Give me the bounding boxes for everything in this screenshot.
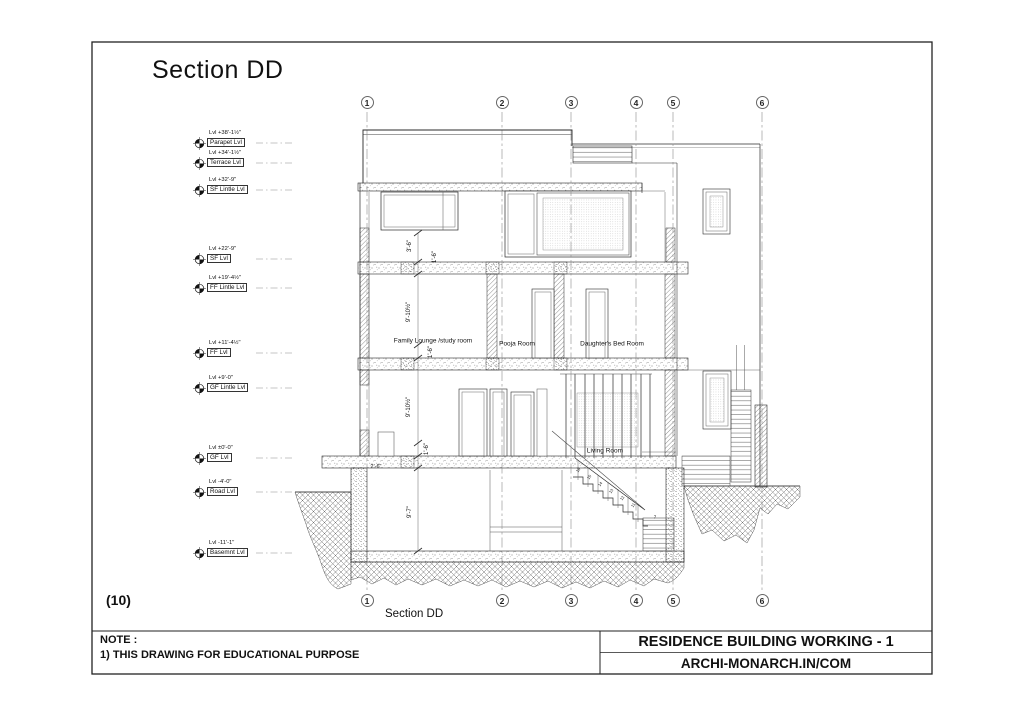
dim-slab-gf: 1'-6": [424, 443, 430, 455]
stair-step-number: 13: [607, 487, 615, 495]
grid-number: 5: [670, 595, 676, 606]
level-label: GF Lvl: [207, 453, 232, 462]
level-target-icon: [193, 184, 206, 197]
level-label: FF Lvl: [207, 348, 231, 357]
level-target-icon: [193, 282, 206, 295]
grid-number: 3: [568, 97, 574, 108]
grid-number: 4: [633, 595, 639, 606]
stair-step-number: 15: [585, 473, 593, 481]
stair-step-number: 11: [629, 501, 637, 509]
grid-bubble-bottom-6: [756, 594, 769, 607]
dim-slab-sf: 1'-6": [432, 251, 438, 263]
level-target-icon: [193, 382, 206, 395]
note-line: 1) THIS DRAWING FOR EDUCATIONAL PURPOSE: [100, 649, 360, 661]
level-label: SF Lvl: [207, 254, 231, 263]
level-target-icon: [193, 347, 206, 360]
level-value: Lvl ±0'-0": [209, 445, 233, 451]
dim-ff-clear-height: 9'-10½": [406, 301, 412, 323]
grid-number: 5: [670, 97, 676, 108]
room-label-daughters-bed-room: Daughter's Bed Room: [580, 340, 644, 348]
room-label-living-room: Living Room: [586, 447, 624, 455]
drawing-caption: Section DD: [385, 608, 444, 620]
stair-landing-number: 7: [653, 514, 657, 520]
dim-ledge-width: 2'-6": [370, 464, 382, 470]
level-value: Lvl +32'-9": [209, 177, 237, 183]
grid-bubble-top-3: [565, 96, 578, 109]
level-label: SF Lintle Lvl: [207, 185, 248, 194]
grid-number: 1: [364, 595, 370, 606]
grid-bubble-bottom-3: [565, 594, 578, 607]
grid-number: 2: [499, 595, 505, 606]
grid-bubble-top-2: [496, 96, 509, 109]
sheet-number: (10): [106, 592, 131, 608]
level-value: Lvl +9'-0": [209, 375, 233, 381]
grid-number: 3: [568, 595, 574, 606]
stair-step-number: 12: [618, 494, 626, 502]
website-link: ARCHI-MONARCH.IN/COM: [680, 656, 852, 671]
dim-gf-clear-height: 9'-10½": [406, 396, 412, 418]
grid-number: 4: [633, 97, 639, 108]
dim-parapet-height: 3'-6": [407, 240, 413, 252]
level-value: Lvl +34'-1½": [209, 150, 242, 156]
level-value: Lvl +19'-4½": [209, 275, 242, 281]
level-value: Lvl +11'-4½": [209, 340, 241, 346]
level-value: Lvl -11'-1": [209, 540, 235, 546]
note-heading: NOTE :: [100, 634, 138, 646]
room-label-pooja-room: Pooja Room: [499, 340, 535, 348]
page-title: Section DD: [152, 56, 284, 84]
grid-bubble-bottom-1: [361, 594, 374, 607]
level-target-icon: [193, 547, 206, 560]
level-label: GF Lintle Lvl: [207, 383, 248, 392]
level-value: Lvl +22'-9": [209, 246, 237, 252]
level-target-icon: [193, 253, 206, 266]
level-target-icon: [193, 137, 206, 150]
level-target-icon: [193, 486, 206, 499]
grid-bubble-bottom-2: [496, 594, 509, 607]
level-label: Basemnt Lvl: [207, 548, 248, 557]
stair-step-number: 14: [596, 480, 604, 488]
grid-bubble-top-5: [667, 96, 680, 109]
level-value: Lvl +38'-1½": [209, 130, 242, 136]
grid-number: 6: [759, 595, 765, 606]
grid-number: 2: [499, 97, 505, 108]
dim-basement-height: 9'-7": [407, 506, 413, 518]
level-label: Parapet Lvl: [207, 138, 245, 147]
grid-number: 1: [364, 97, 370, 108]
grid-number: 6: [759, 97, 765, 108]
level-target-icon: [193, 452, 206, 465]
grid-bubble-bottom-4: [630, 594, 643, 607]
level-label: FF Lintle Lvl: [207, 283, 247, 292]
room-label-family-lounge: Family Lounge /study room: [393, 337, 473, 345]
dim-slab-ff: 1'-6": [428, 346, 434, 358]
level-value: Lvl -4'-0": [209, 479, 232, 485]
grid-bubble-top-4: [630, 96, 643, 109]
project-title: RESIDENCE BUILDING WORKING - 1: [638, 634, 894, 650]
level-label: Road Lvl: [207, 487, 238, 496]
grid-bubble-top-1: [361, 96, 374, 109]
stair-step-number: 16: [574, 466, 582, 474]
grid-bubble-top-6: [756, 96, 769, 109]
level-target-icon: [193, 157, 206, 170]
grid-bubble-bottom-5: [667, 594, 680, 607]
level-label: Terrace Lvl: [207, 158, 244, 167]
